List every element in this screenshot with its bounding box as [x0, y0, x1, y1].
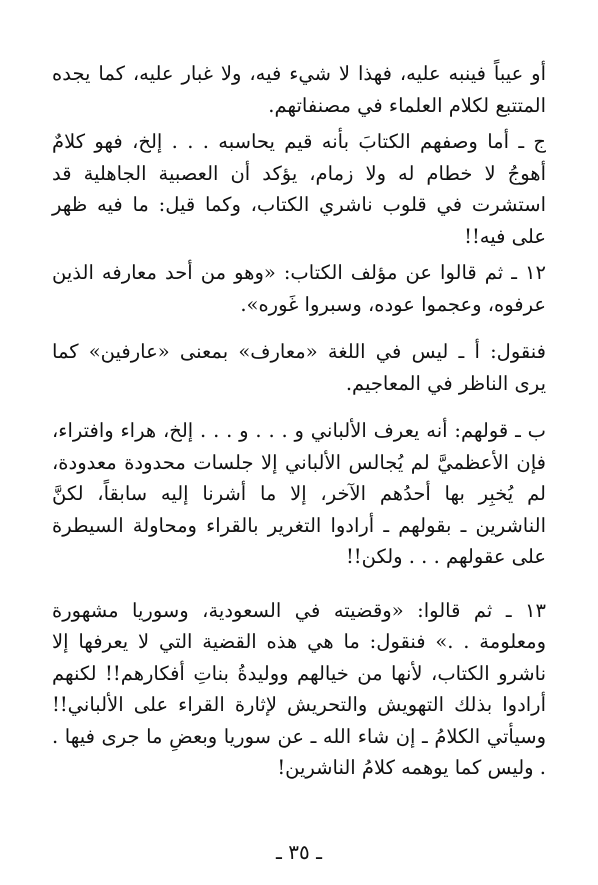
paragraph-point-jim: ج ـ أما وصفهم الكتابَ بأنه قيم يحاسبه . . . إلخ، فهو كلامٌ أهوجُ لا خطام له ولا زمام، يؤكد أن العصبية الجاهلية قد استشرت في قلوب ناشري الكتاب، وكما قيل: ما فيه ظهر على فيه!!	[52, 130, 546, 248]
body-text	[52, 58, 546, 784]
paragraph-point-ba: ب ـ قولهم: أنه يعرف الألباني و . . . و . . . إلخ، هراء وافتراء، فإن الأعظميَّ لم يُجالس الألباني إلا جلسات محدودة معدودة، لم يُخبِر بها أحدُهم الآخر، إلا ما أشرنا إليه سابقاً، لكنَّ الناشرين ـ بقولهم ـ أرادوا التغرير بالقراء ومحاولة السيطرة على عقولهم . . . ولكن!!	[52, 419, 546, 568]
paragraph-item-12: ١٢ ـ ثم قالوا عن مؤلف الكتاب: «وهو من أحد معارفه الذين عرفوه، وعجموا عوده، وسبروا غَوره».	[52, 261, 546, 316]
paragraph-reply-alif: فنقول: أ ـ ليس في اللغة «معارف» بمعنى «عارفين» كما يرى الناظر في المعاجيم.	[52, 340, 546, 395]
paragraph-item-13: ١٣ ـ ثم قالوا: «وقضيته في السعودية، وسوريا مشهورة ومعلومة . .» فنقول: ما هي هذه القضية التي لا يعرفها إلا ناشرو الكتاب، لأنها من خيالهم ووليدةُ بناتِ أفكارهم!! لكنهم أرادوا بذلك التهويش والتحريش لإثارة القراء على الألباني!! وسيأتي الكلامُ ـ إن شاء الله ـ عن سوريا وبعضِ ما جرى فيها . . وليس كما يوهمه كلامُ الناشرين!	[52, 598, 546, 779]
page-number: ـ ٣٥ ـ	[276, 840, 322, 864]
paragraph-continuation: أو عيباً فينبه عليه، فهذا لا شيء فيه، ولا غبار عليه، كما يجده المتتبع لكلام العلماء في مصنفاتهم.	[52, 62, 546, 117]
